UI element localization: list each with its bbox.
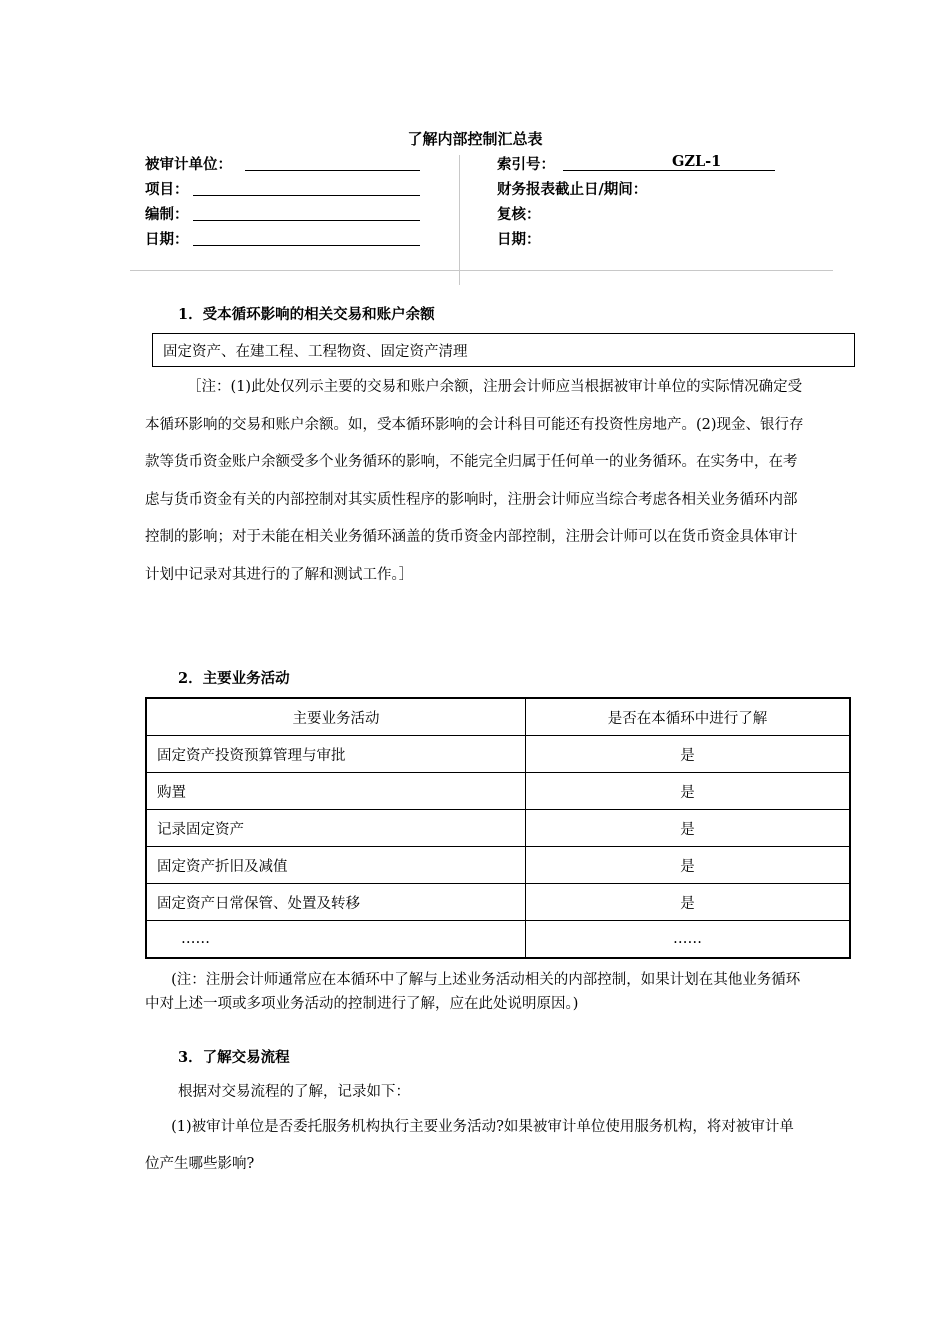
audited-unit-label: 被审计单位： xyxy=(145,156,232,173)
table-header-row xyxy=(146,698,850,736)
accounts-box: 固定资产、在建工程、工程物资、固定资产清理 xyxy=(152,333,855,367)
table-row xyxy=(146,810,850,847)
activity-cell: 记录固定资产 xyxy=(146,810,526,847)
table-row xyxy=(146,847,850,884)
section2-note: (注：注册会计师通常应在本循环中了解与上述业务活动相关的内部控制，如果计划在其他业务循环中对上述一项或多项业务活动的控制进行了解，应在此处说明原因。) xyxy=(145,972,801,1012)
project-label: 项目： xyxy=(145,181,189,198)
understood-cell: …… xyxy=(526,921,851,959)
review-label: 复核： xyxy=(497,206,541,223)
activity-cell: 固定资产投资预算管理与审批 xyxy=(146,736,526,773)
activities-table xyxy=(145,697,851,959)
page-title: 了解内部控制汇总表 xyxy=(407,130,543,148)
question-1: (1)被审计单位是否委托服务机构执行主要业务活动?如果被审计单位使用服务机构，将对被审计单位产生哪些影响? xyxy=(145,1119,794,1172)
column-header-understood: 是否在本循环中进行了解 xyxy=(526,698,851,736)
table-row xyxy=(146,773,850,810)
period-label: 财务报表截止日/期间： xyxy=(497,181,648,198)
section1-note: ［注：(1)此处仅列示主要的交易和账户余额，注册会计师应当根据被审计单位的实际情况确定受本循环影响的交易和账户余额。如，受本循环影响的会计科目可能还有投资性房地产。(2)现金、银行存款等货币资金账户余额受多个业务循环的影响，不能完全归属于任何单一的业务循环。在实务中，在考虑与货币资金有关的内部控制对其实质性程序的影响时，注册会计师应当综合考虑各相关业务循环内部控制的影响；对于未能在相关业务循环涵盖的货币资金内部控制，注册会计师可以在货币资金具体审计计划中记录对其进行的了解和测试工作。］ xyxy=(145,379,804,583)
table-row xyxy=(146,736,850,773)
section3-heading: 3．了解交易流程 xyxy=(178,1049,290,1066)
activity-cell: 购置 xyxy=(146,773,526,810)
header-divider-horizontal xyxy=(130,270,833,271)
section3-intro: 根据对交易流程的了解，记录如下： xyxy=(178,1084,410,1100)
understood-cell: 是 xyxy=(526,847,851,884)
audited-unit-field[interactable] xyxy=(245,170,420,171)
activity-cell: …… xyxy=(146,921,526,959)
understood-cell: 是 xyxy=(526,773,851,810)
column-header-activity: 主要业务活动 xyxy=(146,698,526,736)
date-label: 日期： xyxy=(145,231,189,248)
understood-cell: 是 xyxy=(526,884,851,921)
section2-heading: 2．主要业务活动 xyxy=(178,670,290,687)
index-value: GZL-1 xyxy=(672,153,722,170)
section1-heading: 1．受本循环影响的相关交易和账户余额 xyxy=(178,306,435,323)
understood-cell: 是 xyxy=(526,810,851,847)
activity-cell: 固定资产折旧及减值 xyxy=(146,847,526,884)
prepared-field[interactable] xyxy=(193,220,420,221)
header-divider-vertical xyxy=(459,155,460,285)
understood-cell: 是 xyxy=(526,736,851,773)
index-field[interactable] xyxy=(563,170,775,171)
activity-cell: 固定资产日常保管、处置及转移 xyxy=(146,884,526,921)
date-field[interactable] xyxy=(193,245,420,246)
prepared-label: 编制： xyxy=(145,206,189,223)
date2-label: 日期： xyxy=(497,231,541,248)
table-row xyxy=(146,921,850,959)
table-row xyxy=(146,884,850,921)
index-label: 索引号： xyxy=(497,156,555,173)
project-field[interactable] xyxy=(193,195,420,196)
